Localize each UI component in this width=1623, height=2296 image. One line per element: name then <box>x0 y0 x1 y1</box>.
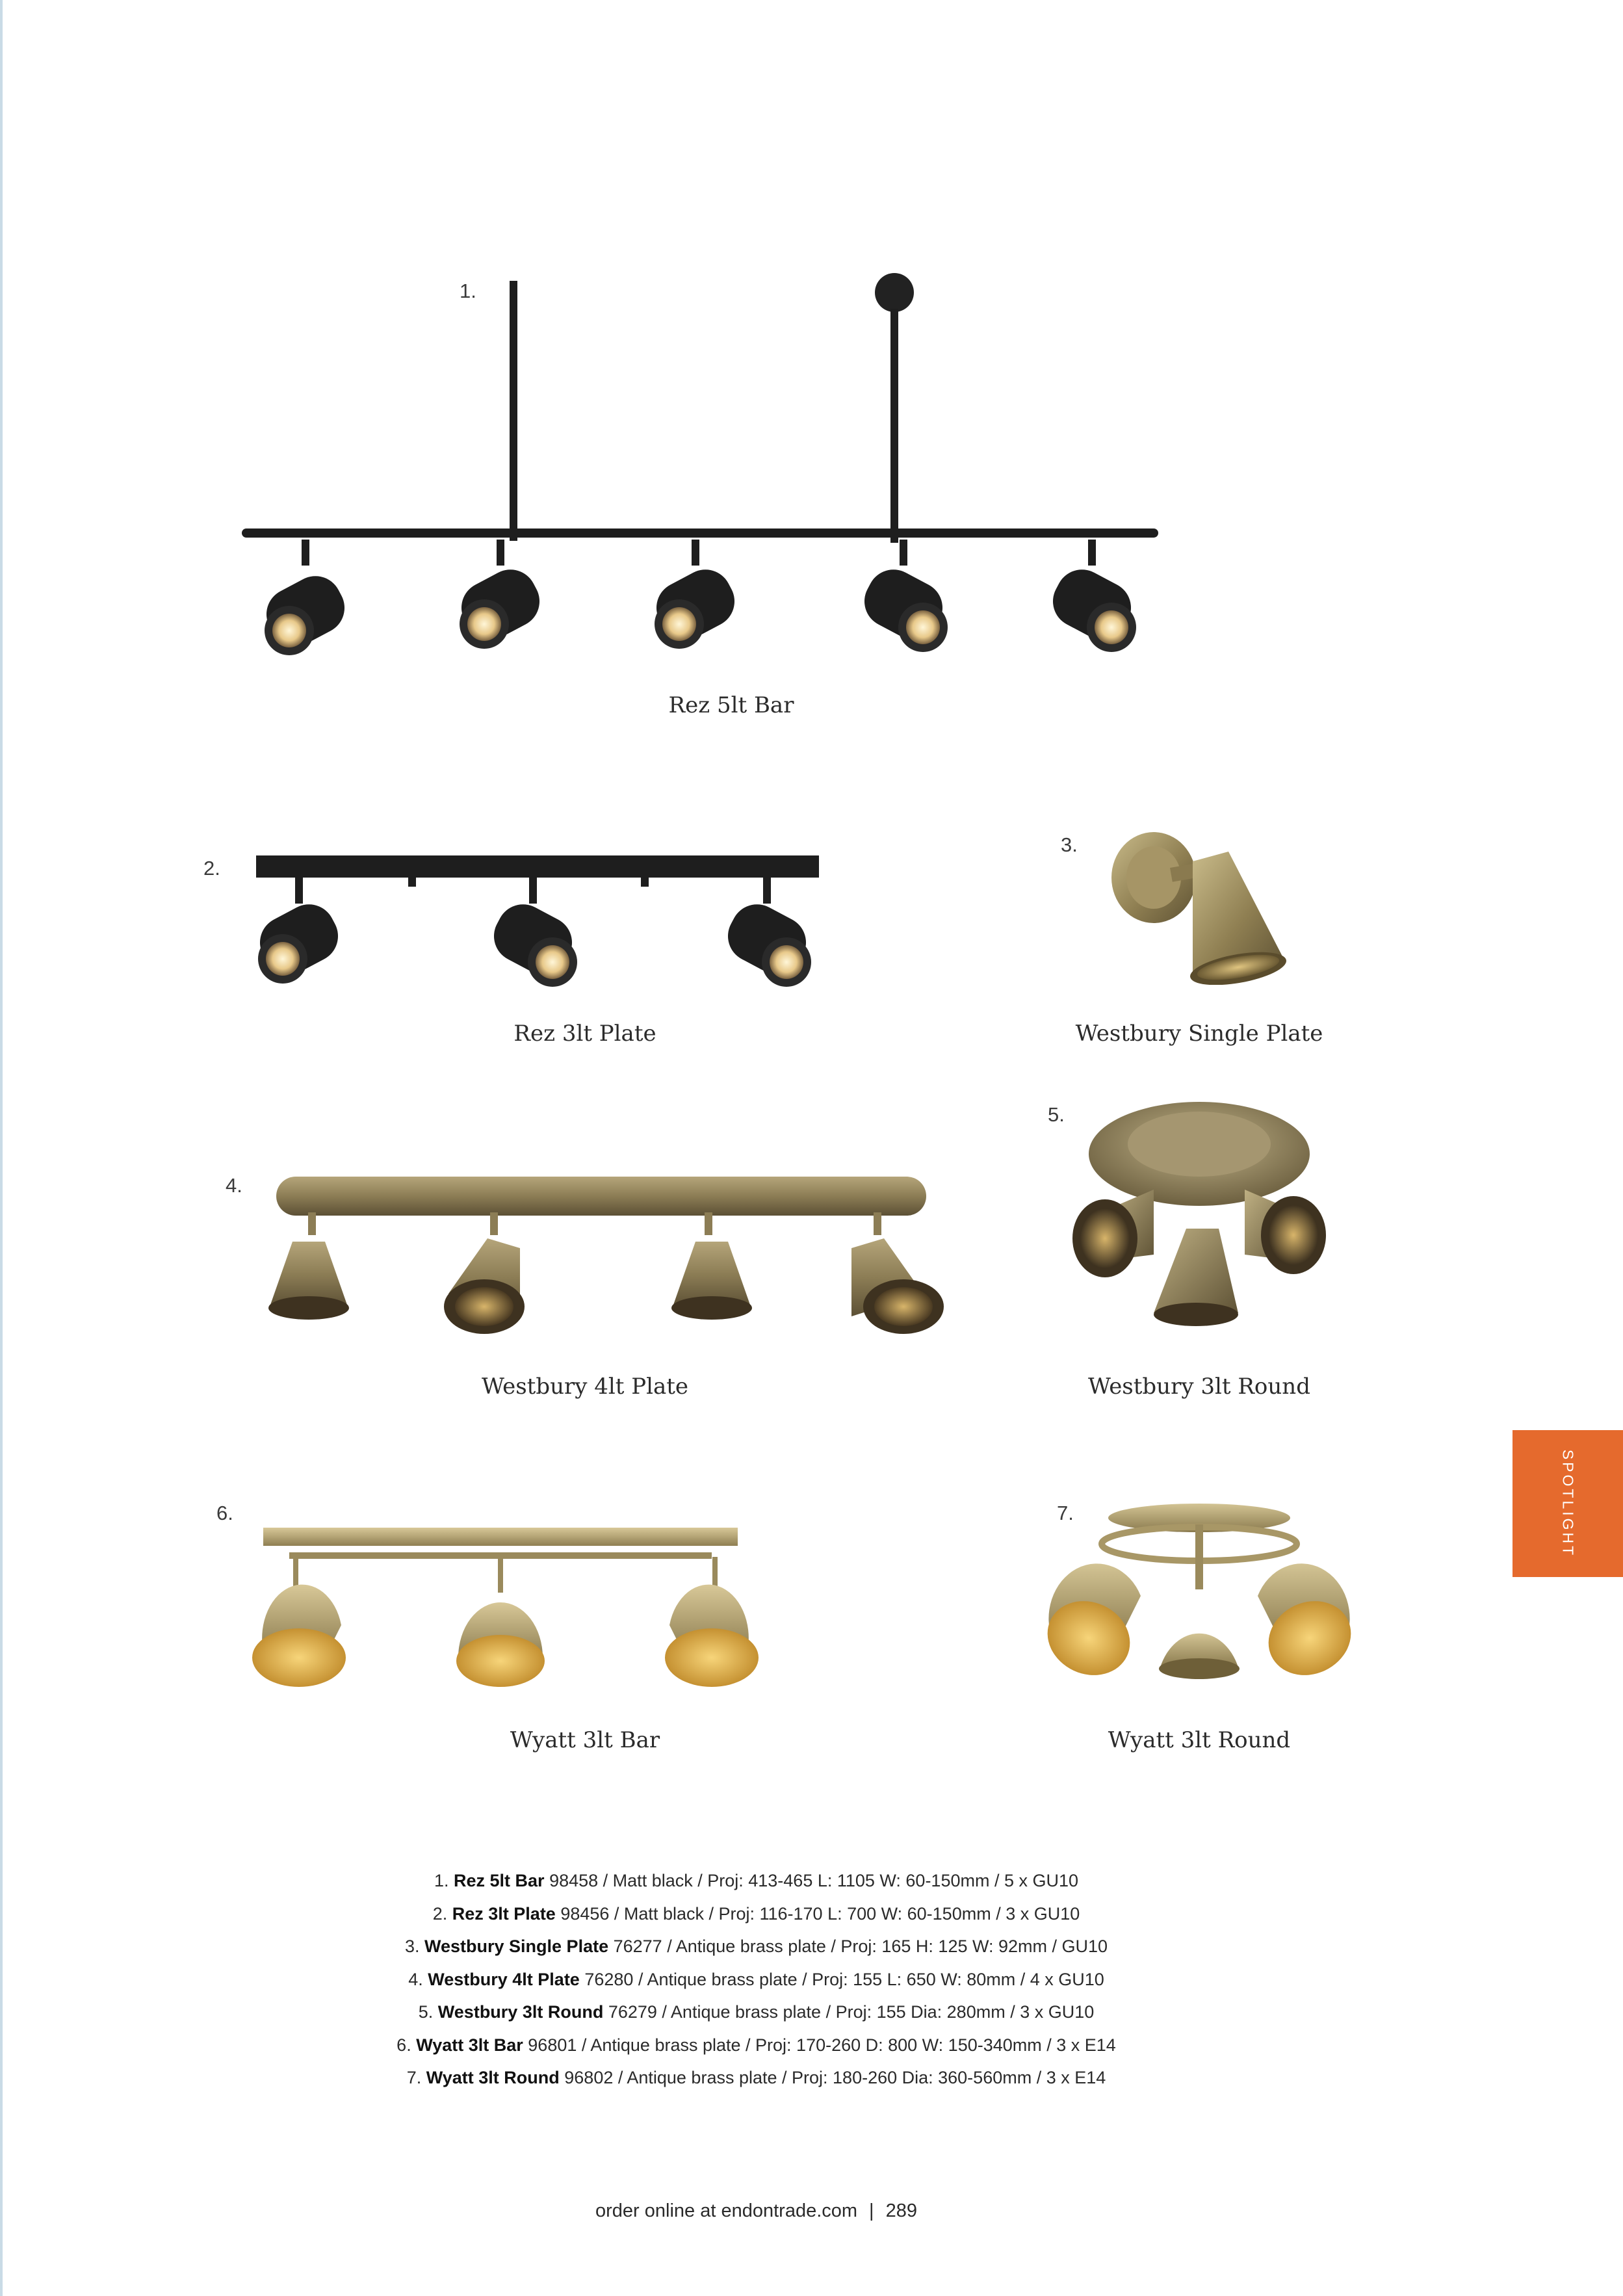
spec-details: 96801 / Antique brass plate / Proj: 170-260 D: 800 W: 150-340mm / 3 x E14 <box>528 2035 1116 2055</box>
product-image-wyatt-3lt-bar <box>240 1521 760 1690</box>
section-side-tab-label: SPOTLIGHT <box>1559 1449 1577 1558</box>
product-caption-6: Wyatt 3lt Bar <box>510 1727 660 1753</box>
spec-row: 1. Rez 5lt Bar 98458 / Matt black / Proj: 413-465 L: 1105 W: 60-150mm / 5 x GU10 <box>434 1871 1079 1890</box>
product-image-westbury-4lt-plate <box>240 1170 962 1346</box>
product-number-1: 1. <box>460 280 476 302</box>
product-number-4: 4. <box>226 1174 242 1197</box>
spec-details: 76280 / Antique brass plate / Proj: 155 L: 650 W: 80mm / 4 x GU10 <box>584 1969 1104 1989</box>
spec-row: 4. Westbury 4lt Plate 76280 / Antique brass plate / Proj: 155 L: 650 W: 80mm / 4 x GU10 <box>408 1969 1104 1989</box>
spec-list <box>0 1864 1513 2094</box>
spec-product-name: Rez 5lt Bar <box>454 1871 545 1890</box>
product-caption-1: Rez 5lt Bar <box>668 692 794 718</box>
footer-separator: | <box>869 2200 874 2221</box>
spec-product-name: Rez 3lt Plate <box>452 1903 556 1924</box>
product-image-wyatt-3lt-round <box>1043 1498 1355 1693</box>
spec-row: 2. Rez 3lt Plate 98456 / Matt black / Proj: 116-170 L: 700 W: 60-150mm / 3 x GU10 <box>432 1903 1080 1924</box>
product-caption-3: Westbury Single Plate <box>1075 1021 1323 1047</box>
spec-product-name: Westbury Single Plate <box>424 1937 609 1956</box>
spec-details: 98458 / Matt black / Proj: 413-465 L: 1105 W: 60-150mm / 5 x GU10 <box>549 1871 1079 1890</box>
spec-details: 96802 / Antique brass plate / Proj: 180-260 Dia: 360-560mm / 3 x E14 <box>564 2068 1106 2087</box>
product-caption-4: Westbury 4lt Plate <box>481 1374 689 1400</box>
spec-row: 7. Wyatt 3lt Round 96802 / Antique brass plate / Proj: 180-260 Dia: 360-560mm / 3 x E14 <box>406 2068 1106 2087</box>
product-caption-2: Rez 3lt Plate <box>513 1021 656 1047</box>
spec-product-name: Westbury 4lt Plate <box>428 1969 580 1989</box>
page-number: 289 <box>885 2200 917 2221</box>
product-number-5: 5. <box>1048 1103 1065 1126</box>
product-caption-5: Westbury 3lt Round <box>1088 1374 1310 1400</box>
product-image-rez-5lt-bar <box>234 273 1170 663</box>
product-number-6: 6. <box>216 1502 233 1524</box>
spec-product-name: Wyatt 3lt Bar <box>416 2035 523 2055</box>
product-image-westbury-3lt-round <box>1056 1099 1342 1346</box>
footer-order-link[interactable]: order online at endontrade.com <box>595 2200 858 2221</box>
spec-product-name: Wyatt 3lt Round <box>426 2068 565 2087</box>
product-number-2: 2. <box>203 857 220 880</box>
product-caption-7: Wyatt 3lt Round <box>1108 1727 1291 1753</box>
product-number-7: 7. <box>1057 1502 1074 1524</box>
spec-details: 98456 / Matt black / Proj: 116-170 L: 700 W: 60-150mm / 3 x GU10 <box>560 1903 1080 1924</box>
product-image-rez-3lt-plate <box>240 852 825 988</box>
product-image-westbury-single-plate <box>1108 829 1297 985</box>
spec-row: 5. Westbury 3lt Round 76279 / Antique brass plate / Proj: 155 Dia: 280mm / 3 x GU10 <box>418 2002 1095 2022</box>
spec-product-name: Westbury 3lt Round <box>437 2002 604 2022</box>
spec-details: 76279 / Antique brass plate / Proj: 155 Dia: 280mm / 3 x GU10 <box>608 2002 1095 2022</box>
spec-row: 6. Wyatt 3lt Bar 96801 / Antique brass plate / Proj: 170-260 D: 800 W: 150-340mm / 3 x E14 <box>396 2035 1116 2055</box>
spec-row: 3. Westbury Single Plate 76277 / Antique brass plate / Proj: 165 H: 125 W: 92mm / GU10 <box>404 1937 1108 1956</box>
spec-details: 76277 / Antique brass plate / Proj: 165 H: 125 W: 92mm / GU10 <box>613 1937 1108 1956</box>
product-number-3: 3. <box>1061 833 1078 856</box>
page-footer <box>0 2200 1513 2222</box>
section-side-tab <box>1513 1430 1623 1577</box>
